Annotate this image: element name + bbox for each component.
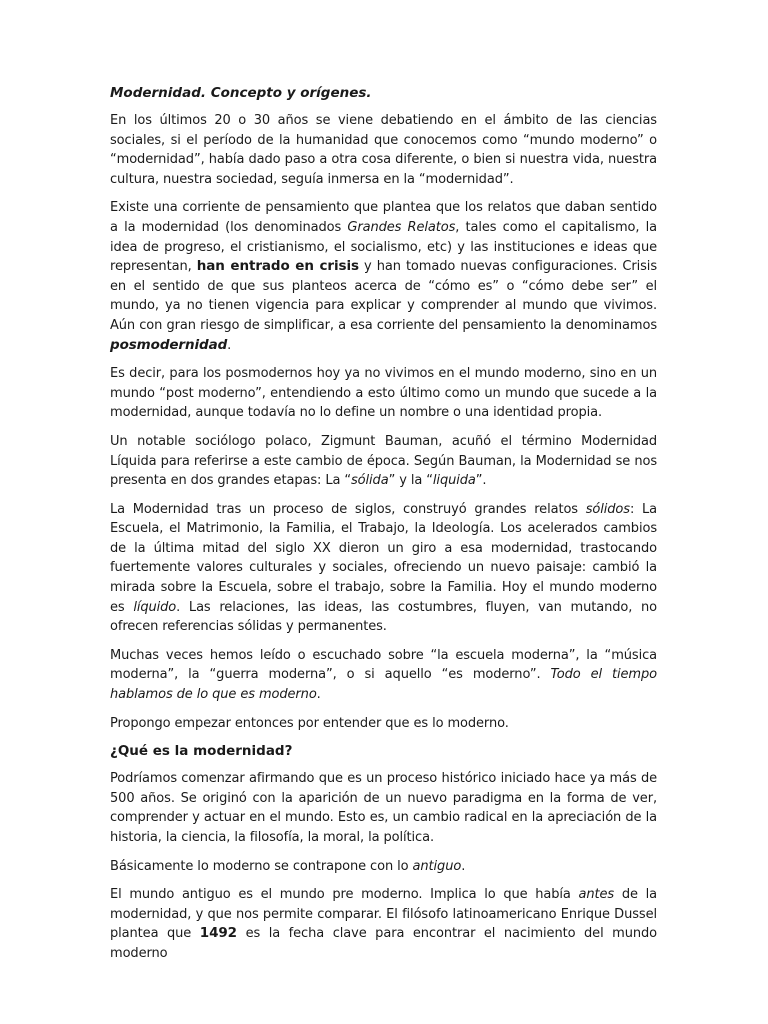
text-run: Un notable sociólogo polaco, Zigmunt Bauman, acuñó el término Modernidad Líquida para referirse a este cambio de época. Según Bauman, la Modernidad se nos presenta en dos grandes etapas: La “ [110, 433, 657, 489]
text-run: El mundo antiguo es el mundo pre moderno. Implica lo que había [110, 887, 579, 903]
paragraph-2 [110, 198, 657, 355]
text-run: es la fecha clave para encontrar el nacimiento del mundo moderno [110, 926, 658, 961]
text-run: , tales como el capitalismo, la idea de progreso, el cristianismo, el socialismo, etc) y las instituciones e ideas que representan, [110, 219, 657, 275]
italic-text: Grandes Relatos [347, 219, 456, 235]
italic-text: liquida [432, 473, 476, 489]
text-run: La Modernidad tras un proceso de siglos, construyó grandes relatos [110, 501, 586, 517]
bold-text: 1492 [199, 925, 237, 942]
document-title: Modernidad. Concepto y orígenes. [110, 85, 372, 101]
text-run: Básicamente lo moderno se contrapone con lo [110, 858, 413, 874]
bold-italic-text: posmodernidad [110, 336, 228, 353]
text-run: . Las relaciones, las ideas, las costumbres, fluyen, van mutando, no ofrecen referencias sólidas y permanentes. [110, 599, 657, 635]
text-run: de la modernidad, y que nos permite comparar. El filósofo latinoamericano Enrique Dussel plantea que [110, 887, 657, 942]
paragraph-6 [110, 646, 657, 705]
paragraph-3: Es decir, para los posmodernos hoy ya no vivimos en el mundo moderno, sino en un mundo “post moderno”, entendiendo a esto último como un mundo que sucede a la modernidad, aunque todavía no lo define un nombre o una identidad propia. [110, 366, 657, 421]
section-subtitle: ¿Qué es la modernidad? [110, 743, 293, 760]
italic-text: antes [578, 887, 615, 903]
paragraph-7: Propongo empezar entonces por entender que es lo moderno. [110, 715, 509, 731]
paragraph-1: En los últimos 20 o 30 años se viene debatiendo en el ámbito de las ciencias sociales, si el período de la humanidad que conocemos como “mundo moderno” o “modernidad”, había dado paso a otra cosa diferente, o bien si nuestra vida, nuestra cultura, nuestra sociedad, seguía inmersa en la “modernidad”. [110, 113, 657, 187]
paragraph-4 [110, 432, 657, 491]
text-run: Muchas veces hemos leído o escuchado sobre “la escuela moderna”, la “música moderna”, la “guerra moderna”, o si aquello “es moderno”. [110, 647, 657, 683]
text-run: ”. [475, 473, 487, 489]
italic-text: sólidos [585, 501, 630, 517]
italic-text: líquido [133, 599, 177, 615]
text-run: ” y la “ [388, 473, 433, 489]
italic-text: sólida [351, 473, 389, 489]
text-run: . [227, 337, 232, 353]
paragraph-8: Podríamos comenzar afirmando que es un proceso histórico iniciado hace ya más de 500 años. Se originó con la aparición de un nuevo paradigma en la forma de ver, comprender y actuar en el mundo. Esto es, un cambio radical en la apreciación de la historia, la ciencia, la filosofía, la moral, la política. [110, 771, 657, 845]
italic-text: antiguo [412, 858, 462, 874]
text-run: . [461, 858, 466, 874]
text-run: : La Escuela, el Matrimonio, la Familia, el Trabajo, la Ideología. Los acelerados cambios de la última mitad del siglo XX dieron un giro a esa modernidad, trastocando fuertemente valores culturales y sociales, ofreciendo un nuevo paisaje: cambió la mirada sobre la Escuela, sobre el trabajo, sobre la Familia. Hoy el mundo moderno es [110, 501, 657, 615]
text-run: . [316, 687, 321, 703]
text-run: y han tomado nuevas configuraciones. Crisis en el sentido de que sus planteos acerca de “cómo es” o “cómo debe ser” el mundo, ya no tienen vigencia para explicar y comprender al mundo que vivimos. Aún con gran riesgo de simplificar, a esa corriente del pensamiento la denominamos [110, 259, 657, 333]
paragraph-9 [110, 857, 657, 877]
italic-text: Todo el tiempo hablamos de lo que es moderno [110, 667, 657, 703]
paragraph-10 [110, 885, 657, 963]
bold-text: han entrado en crisis [196, 258, 359, 275]
paragraph-5 [110, 500, 657, 637]
text-run: Existe una corriente de pensamiento que plantea que los relatos que daban sentido a la modernidad (los denominados [110, 200, 657, 235]
document-page [110, 84, 657, 964]
